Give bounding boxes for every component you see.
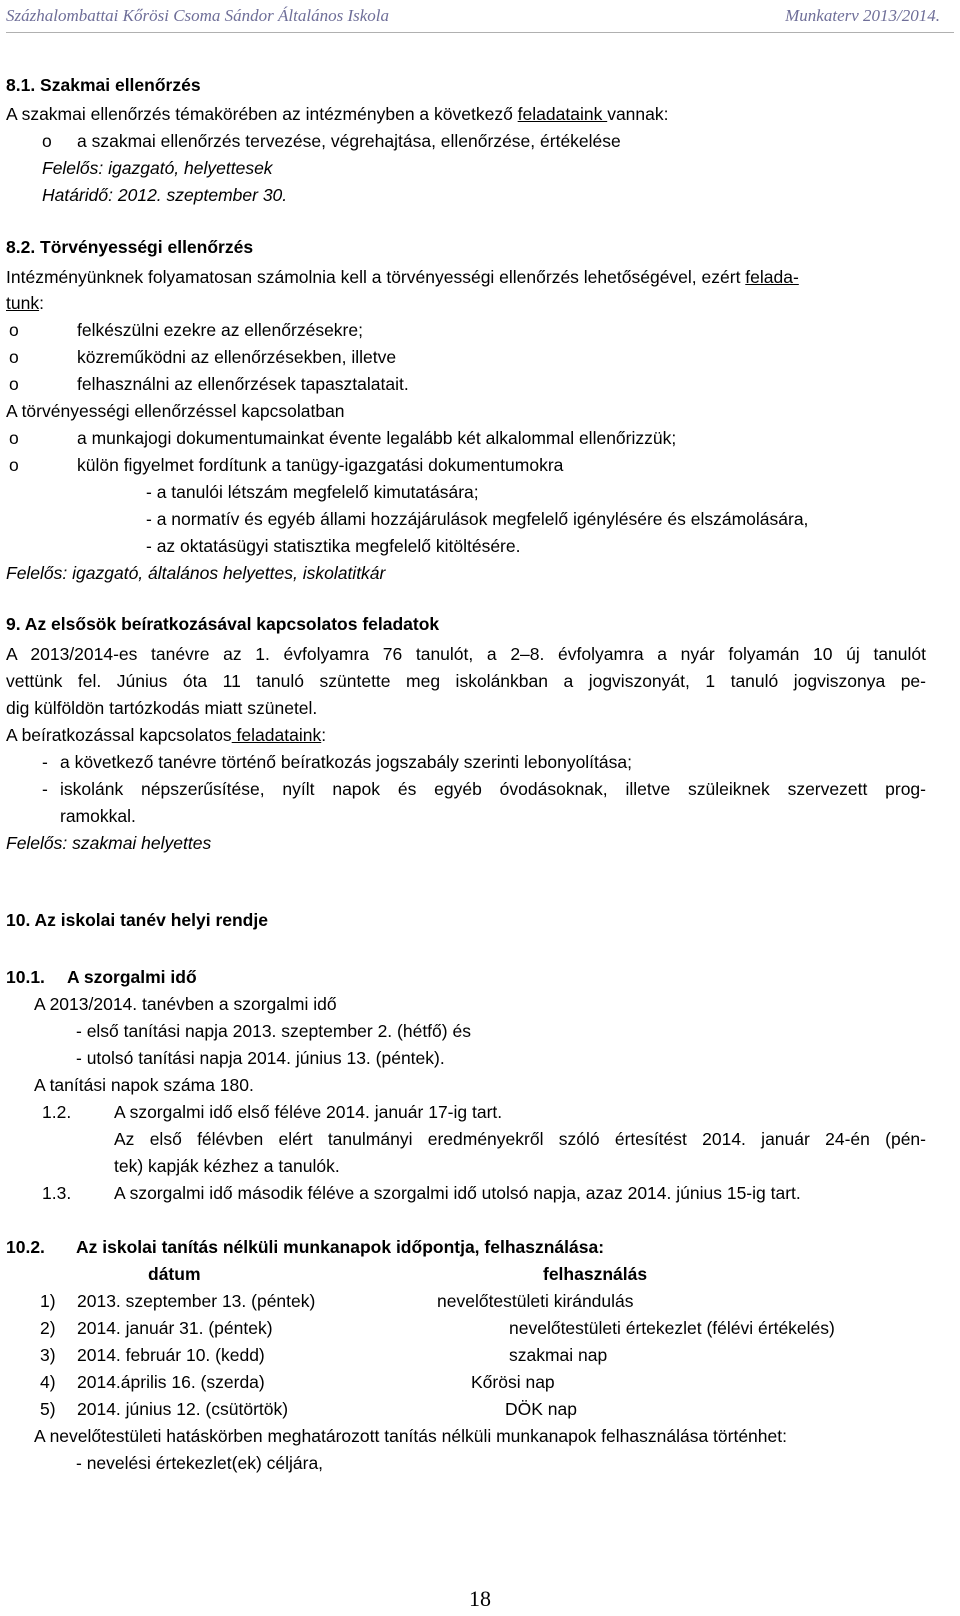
row-use: DÖK nap [505, 1399, 577, 1419]
table-header-date: dátum [148, 1264, 201, 1284]
section-10-1-number: 10.1. [6, 967, 45, 987]
s82-para2: A törvényességi ellenőrzéssel kapcsolatban [6, 401, 345, 421]
s82-item2: a munkajogi dokumentumainkat évente legalább két alkalommal ellenőrizzük; [77, 428, 677, 448]
closing-item: - nevelési értekezlet(ek) céljára, [76, 1453, 324, 1473]
s81-intro: A szakmai ellenőrzés témakörében az intézményben a következő feladataink vannak: [6, 104, 669, 124]
row-date: 2014.április 16. (szerda) [77, 1372, 265, 1392]
s82-item: felkészülni ezekre az ellenőrzésekre; [77, 320, 363, 340]
row-number: 1) [40, 1291, 56, 1311]
header-plan: Munkaterv 2013/2014. [785, 6, 940, 25]
section-10-title: 10. Az iskolai tanév helyi rendje [6, 910, 268, 930]
section-8-1-title: 8.1. Szakmai ellenőrzés [6, 75, 201, 95]
s82-item: közreműködni az ellenőrzésekben, illetve [77, 347, 397, 367]
bullet-o: o [9, 347, 19, 367]
row-date: 2013. szeptember 13. (péntek) [77, 1291, 316, 1311]
section-9-title: 9. Az elsősök beíratkozásával kapcsolatos feladatok [6, 614, 440, 634]
s82-subitem: - a tanulói létszám megfelelő kimutatására; [146, 482, 479, 502]
bullet-o: o [9, 374, 19, 394]
row-number: 2) [40, 1318, 56, 1338]
closing-line: A nevelőtestületi hatáskörben meghatározott tanítás nélküli munkanapok felhasználása történhet: [34, 1426, 787, 1446]
section-8-2-title: 8.2. Törvényességi ellenőrzés [6, 237, 254, 257]
s101-line: - első tanítási napja 2013. szeptember 2. (hétfő) és [76, 1021, 471, 1041]
row-use: szakmai nap [509, 1345, 608, 1365]
s82-item: felhasználni az ellenőrzések tapasztalatait. [77, 374, 409, 394]
s82-intro-line2: tunk: [6, 293, 44, 313]
s101-item-cont: tek) kapják kézhez a tanulók. [114, 1156, 340, 1176]
row-use: Kőrösi nap [471, 1372, 555, 1392]
s82-responsible: Felelős: igazgató, általános helyettes, iskolatitkár [6, 563, 386, 583]
s9-responsible: Felelős: szakmai helyettes [6, 833, 212, 853]
s101-item: A szorgalmi idő első féléve 2014. január 17-ig tart. [114, 1102, 503, 1122]
s81-deadline: Határidő: 2012. szeptember 30. [42, 185, 288, 205]
s82-intro-line1: Intézményünknek folyamatosan számolnia kell a törvényességi ellenőrzés lehetőségével, ezért felada- [6, 267, 799, 287]
page-number: 18 [469, 1586, 491, 1611]
row-number: 4) [40, 1372, 56, 1392]
header-rule [6, 32, 954, 33]
s82-item2: külön figyelmet fordítunk a tanügy-igazgatási dokumentumokra [77, 455, 564, 475]
s101-item-number: 1.3. [42, 1183, 72, 1203]
table-header-use: felhasználás [543, 1264, 648, 1284]
row-use: nevelőtestületi kirándulás [437, 1291, 634, 1311]
header-school: Százhalombattai Kőrösi Csoma Sándor Általános Iskola [6, 6, 390, 25]
s101-line: A 2013/2014. tanévben a szorgalmi idő [34, 994, 337, 1014]
bullet-o: o [9, 455, 19, 475]
s82-subitem: - a normatív és egyéb állami hozzájárulások megfelelő igénylésére és elszámolására, [146, 509, 809, 529]
row-date: 2014. június 12. (csütörtök) [77, 1399, 289, 1419]
section-10-2-number: 10.2. [6, 1237, 45, 1257]
row-use: nevelőtestületi értekezlet (félévi értékelés) [509, 1318, 835, 1338]
s81-item: a szakmai ellenőrzés tervezése, végrehajtása, ellenőrzése, értékelése [77, 131, 621, 151]
s101-line: - utolsó tanítási napja 2014. június 13. (péntek). [76, 1048, 445, 1068]
s9-task: iskolánk népszerűsítése, nyílt napok és egyéb óvodásoknak, illetve szüleiknek szervezett prog- [60, 779, 926, 799]
s9-tasks-intro: A beíratkozással kapcsolatos feladataink: [6, 725, 327, 745]
s101-item-cont: Az első félévben elért tanulmányi eredményekről szóló értesítést 2014. január 24-én (pén- [114, 1129, 926, 1149]
s82-subitem: - az oktatásügyi statisztika megfelelő kitöltésére. [146, 536, 521, 556]
dash-marker: - [42, 779, 48, 799]
bullet-o: o [9, 428, 19, 448]
page-header [6, 4, 954, 34]
s9-para-line2: vettünk fel. Június óta 11 tanuló szüntette meg iskolánkban a jogviszonyát, 1 tanuló jogviszonya pe- [6, 671, 926, 691]
row-date: 2014. január 31. (péntek) [77, 1318, 273, 1338]
bullet-o: o [9, 320, 19, 340]
s101-item: A szorgalmi idő második féléve a szorgalmi idő utolsó napja, azaz 2014. június 15-ig tart. [114, 1183, 801, 1203]
section-10-1-title: A szorgalmi idő [67, 967, 197, 987]
row-number: 3) [40, 1345, 56, 1365]
s9-para-line3: dig külföldön tartózkodás miatt szünetel. [6, 698, 318, 718]
s9-task-cont: ramokkal. [60, 806, 136, 826]
s101-item-number: 1.2. [42, 1102, 72, 1122]
dash-marker: - [42, 752, 48, 772]
s101-line: A tanítási napok száma 180. [34, 1075, 254, 1095]
s81-responsible: Felelős: igazgató, helyettesek [42, 158, 273, 178]
bullet-o: o [42, 131, 52, 151]
s9-task: a következő tanévre történő beíratkozás jogszabály szerinti lebonyolítása; [60, 752, 632, 772]
row-date: 2014. február 10. (kedd) [77, 1345, 265, 1365]
s9-para-line1: A 2013/2014-es tanévre az 1. évfolyamra 76 tanulót, a 2–8. évfolyamra a nyár folyamán 10 új tanulót [6, 644, 926, 664]
row-number: 5) [40, 1399, 56, 1419]
section-10-2-title: Az iskolai tanítás nélküli munkanapok időpontja, felhasználása: [76, 1237, 605, 1257]
